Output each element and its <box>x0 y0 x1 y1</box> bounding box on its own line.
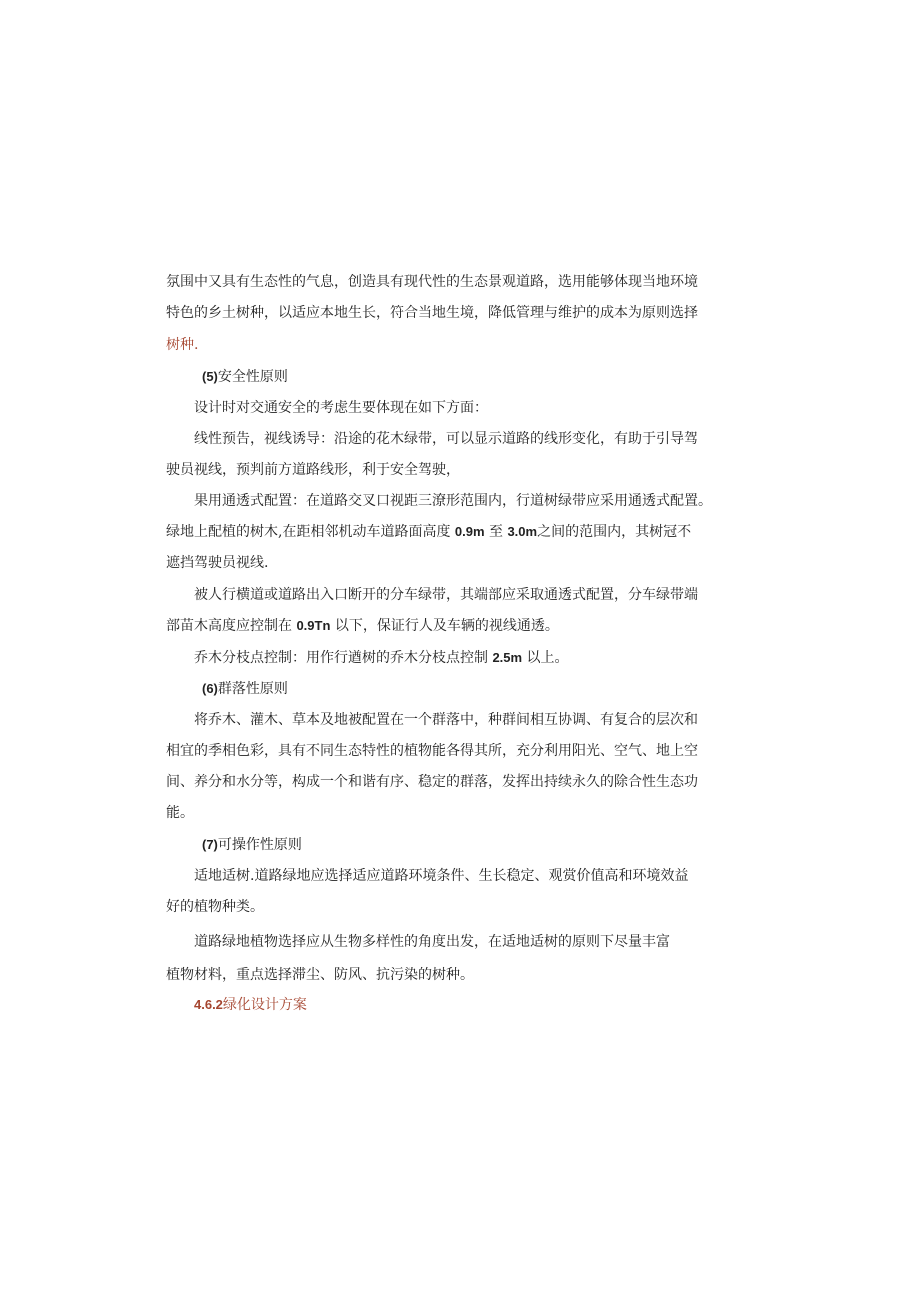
paragraph-line: 间、养分和水分等，构成一个和谐有序、稳定的群落，发挥出持续永久的除合性生态功 <box>166 774 698 790</box>
section-number: (5) <box>202 369 218 384</box>
paragraph-line: 设计时对交通安全的考虑生要体现在如下方面： <box>194 400 488 416</box>
paragraph-line <box>194 648 569 668</box>
paragraph-line <box>166 522 691 542</box>
value-highlight: 3.0m <box>507 524 538 539</box>
paragraph-line: 果用通透式配置：在道路交叉口视距三潦形范围内，行道树绿带应采用通透式配置。 <box>194 493 712 509</box>
section-title: 安全性原则 <box>217 369 288 385</box>
paragraph-line: 好的植物种类。 <box>166 899 264 915</box>
section-title: 绿化设计方案 <box>222 997 307 1013</box>
value-highlight: 0.9m <box>454 524 485 539</box>
section-title: 可操作性原则 <box>217 837 302 853</box>
section-heading-7 <box>202 835 302 855</box>
section-number: (6) <box>202 681 218 696</box>
paragraph-line: 道路绿地植物选择应从生物多样性的角度出发，在适地适树的原则下尽量丰富 <box>194 934 670 950</box>
paragraph-line <box>166 616 559 636</box>
paragraph-line: 相宜的季相色彩，具有不同生态特性的植物能各得其所，充分利用阳光、空气、地上空 <box>166 743 698 759</box>
text-run: 部苗木高度应控制在 <box>166 618 292 634</box>
text-run: 绿地上配植的树木,在距相邻机动车道路面高度 <box>166 524 451 540</box>
section-title: 群落性原则 <box>217 681 288 697</box>
paragraph-line: 将乔木、灌木、草本及地被配置在一个群落中，种群间相互协调、有复合的层次和 <box>194 712 698 728</box>
section-number: (7) <box>202 837 218 852</box>
paragraph-line: 植物材料，重点选择滞尘、防风、抗污染的树种。 <box>166 967 474 983</box>
paragraph-line: 线性预告，视线诱导：沿途的花木绿带，可以显示道路的线形变化，有助于引导驾 <box>194 431 698 447</box>
value-highlight: 2.5m <box>492 650 523 665</box>
text-run: 以下，保证行人及车辆的视线通透。 <box>334 618 559 634</box>
paragraph-line: 特色的乡土树种，以适应本地生长，符合当地生境，降低管理与维护的成本为原则选择 <box>166 305 698 321</box>
paragraph-line: 驶员视线，预判前方道路线形，利于安全驾驶， <box>166 462 460 478</box>
section-heading-4-6-2 <box>194 995 307 1015</box>
section-heading-5 <box>202 367 288 387</box>
section-number: 4.6.2 <box>194 997 223 1012</box>
value-highlight: 0.9Tn <box>296 618 331 633</box>
paragraph-line: 被人行横道或道路出入口断开的分车绿带，其端部应采取通透式配置，分车绿带端 <box>194 587 698 603</box>
paragraph-line: 氛围中又具有生态性的气息，创造具有现代性的生态景观道路，选用能够体现当地环境 <box>166 274 698 290</box>
paragraph-line: 能。 <box>166 805 194 821</box>
paragraph-line: 遮挡驾驶员视线. <box>166 555 269 571</box>
paragraph-line: 树种. <box>166 337 199 353</box>
text-run: 乔木分枝点控制：用作行遒树的乔木分枝点控制 <box>194 650 488 666</box>
text-run: 以上。 <box>526 650 569 666</box>
section-heading-6 <box>202 679 288 699</box>
text-run: 之间的范围内，其树冠不 <box>537 524 692 540</box>
paragraph-line: 适地适树.道路绿地应选择适应道路环境条件、生长稳定、观赏价值高和环境效益 <box>194 868 689 884</box>
text-run: 至 <box>489 524 503 540</box>
